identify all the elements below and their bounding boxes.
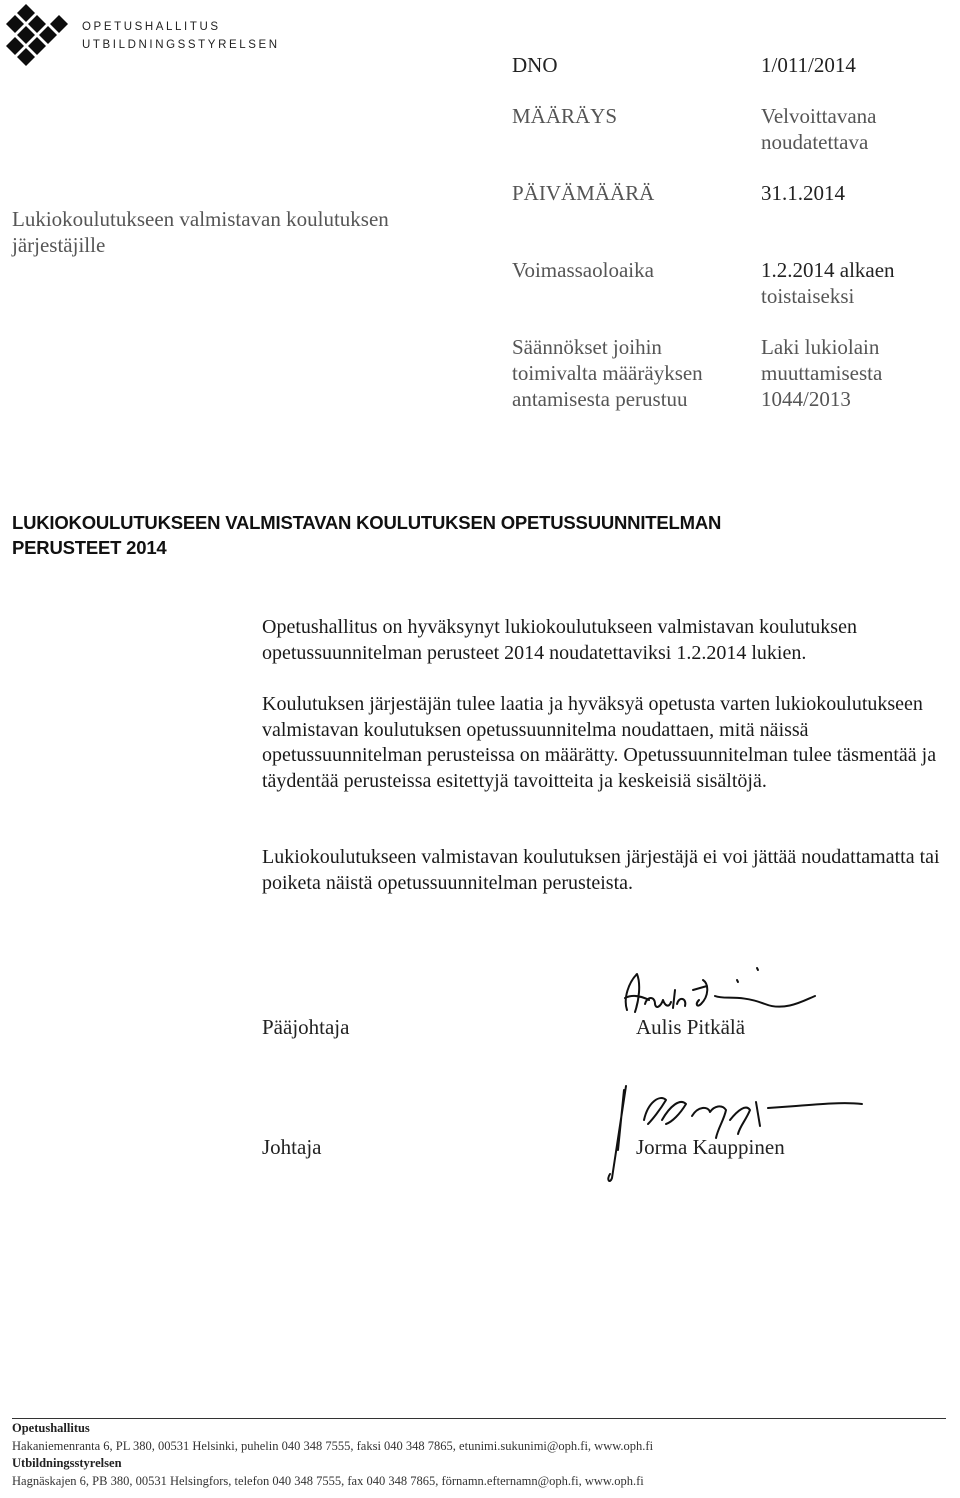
basis-label-line3: antamisesta perustuu xyxy=(512,387,688,411)
basis-value-line2: muuttamisesta xyxy=(761,361,883,385)
basis-value xyxy=(761,334,882,412)
maarays-value-line1: Velvoittavana xyxy=(761,104,877,128)
opetushallitus-logo-icon xyxy=(0,0,80,70)
footer xyxy=(12,1420,952,1490)
footer-address-fi: Hakaniemenranta 6, PL 380, 00531 Helsinki, puhelin 040 348 7555, faksi 040 348 7865, etunimi.sukunimi@oph.fi, www.oph.fi xyxy=(12,1438,654,1453)
footer-org-sv: Utbildningsstyrelsen xyxy=(12,1456,122,1470)
validity-value-line1: 1.2.2014 alkaen xyxy=(761,258,895,282)
recipient-line1: Lukiokoulutukseen valmistavan koulutuksen xyxy=(12,207,389,231)
basis-label xyxy=(512,334,703,412)
basis-value-line3: 1044/2013 xyxy=(761,387,851,411)
document-title xyxy=(12,510,721,560)
signatory-1-title: Pääjohtaja xyxy=(262,1015,350,1039)
footer-org-fi: Opetushallitus xyxy=(12,1421,90,1435)
dno-label: DNO xyxy=(512,53,558,77)
validity-label: Voimassaoloaika xyxy=(512,258,654,282)
maarays-value-line2: noudatettava xyxy=(761,130,869,154)
recipient-line2: järjestäjille xyxy=(12,233,106,257)
maarays-label: MÄÄRÄYS xyxy=(512,104,618,128)
paragraph-obligation: Lukiokoulutukseen valmistavan koulutuksen järjestäjä ei voi jättää noudattamatta tai poiketa näistä opetussuunnitelman perusteista. xyxy=(262,846,940,894)
validity-value xyxy=(761,257,895,309)
validity-value-line2: toistaiseksi xyxy=(761,284,855,308)
paragraph-requirements: Koulutuksen järjestäjän tulee laatia ja hyväksyä opetusta varten lukiokoulutukseen valmistavan koulutuksen opetussuunnitelma noudattaen, mitä näissä opetussuunnitelman perusteissa on määrätty. Opetussuunnitelman tulee täsmentää ja täydentää perusteissa esitettyjä tavoitteita ja keskeisiä sisältöjä. xyxy=(262,693,937,792)
org-name-header xyxy=(82,18,280,54)
signatory-2-title: Johtaja xyxy=(262,1135,322,1159)
dno-value: 1/011/2014 xyxy=(761,53,856,77)
paragraph-approval: Opetushallitus on hyväksynyt lukiokoulutukseen valmistavan koulutuksen opetussuunnitelman perusteet 2014 noudatettaviksi 1.2.2014 lukien. xyxy=(262,616,857,664)
org-name-sv: UTBILDNINGSSTYRELSEN xyxy=(82,39,280,51)
date-label: PÄIVÄMÄÄRÄ xyxy=(512,181,655,205)
document-title-line1: LUKIOKOULUTUKSEEN VALMISTAVAN KOULUTUKSEN OPETUSSUUNNITELMAN xyxy=(12,512,722,533)
footer-address-sv: Hagnäskajen 6, PB 380, 00531 Helsingfors, telefon 040 348 7555, fax 040 348 7865, förnamn.efternamn@oph.fi, www.oph.fi xyxy=(12,1473,644,1488)
org-name-fi: OPETUSHALLITUS xyxy=(82,21,221,33)
basis-label-line2: toimivalta määräyksen xyxy=(512,361,703,385)
maarays-value xyxy=(761,103,876,155)
footer-divider xyxy=(12,1418,946,1419)
signature-aulis-pitkala xyxy=(615,960,825,1022)
basis-value-line1: Laki lukiolain xyxy=(761,335,880,359)
basis-label-line1: Säännökset joihin xyxy=(512,335,662,359)
recipient xyxy=(12,206,389,258)
signatory-1-name: Aulis Pitkälä xyxy=(636,1015,746,1039)
date-value: 31.1.2014 xyxy=(761,181,845,205)
signatory-2-name: Jorma Kauppinen xyxy=(636,1135,785,1159)
document-title-line2: PERUSTEET 2014 xyxy=(12,537,167,558)
